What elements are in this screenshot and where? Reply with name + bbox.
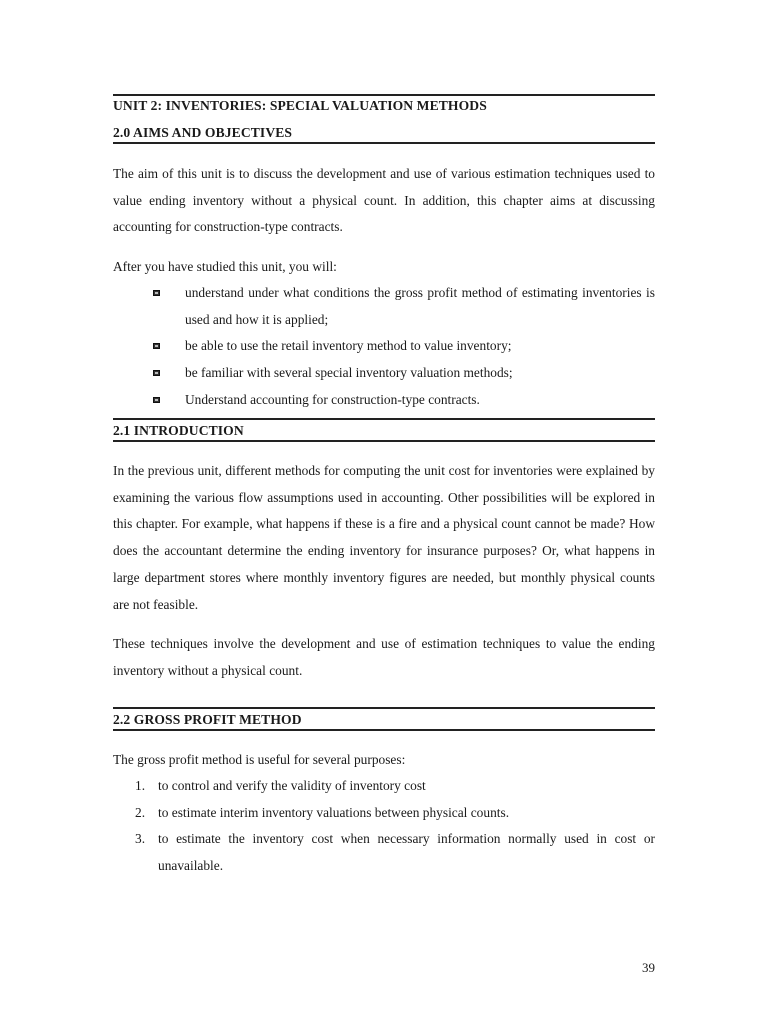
aims-paragraph: The aim of this unit is to discuss the development and use of various estimation techniques used to value ending inventory without a physical count. In addition, this chapter aims at discussing accounting for construction-type contracts. [113,166,655,235]
gross-profit-lead-in: The gross profit method is useful for several purposes: [113,752,406,767]
gross-profit-bottom-rule [113,729,655,731]
page-number: 39 [642,960,655,975]
list-item: be familiar with several special inventory valuation methods; [113,360,655,387]
square-bullet-icon [153,370,160,376]
introduction-paragraph-2: These techniques involve the development and use of estimation techniques to value the ending inventory without a physical count. [113,636,655,678]
purposes-list [113,773,655,880]
square-bullet-icon [153,343,160,349]
document-page [113,0,655,1024]
objectives-list [113,280,655,414]
square-bullet-icon [153,290,160,296]
list-item: Understand accounting for construction-type contracts. [113,387,655,414]
gross-profit-top-rule [113,707,655,709]
list-item: 2. to estimate interim inventory valuations between physical counts. [135,804,510,820]
list-item: be able to use the retail inventory method to value inventory; [113,333,655,360]
aims-rule [113,142,655,144]
introduction-paragraph-1: In the previous unit, different methods for computing the unit cost for inventories were explained by examining the various flow assumptions used in accounting. Other possibilities will be explored in this chapter. For example, what happens if these is a fire and a physical count cannot be made? How does the accountant determine the ending inventory for insurance purposes? Or, what happens in large department stores where monthly inventory figures are needed, but monthly physical counts are not feasible. [113,463,655,612]
list-item: 1. to control and verify the validity of inventory cost [135,778,426,793]
aims-heading: 2.0 AIMS AND OBJECTIVES [113,125,293,140]
gross-profit-heading: 2.2 GROSS PROFIT METHOD [113,712,302,727]
intro-top-rule [113,418,655,420]
list-item: understand under what conditions the gross profit method of estimating inventories is used and how it is applied; [113,280,655,333]
introduction-heading: 2.1 INTRODUCTION [113,423,244,438]
list-item: 3. to estimate the inventory cost when necessary information normally used in cost or unavailable. [135,831,655,874]
square-bullet-icon [153,397,160,403]
unit-title: UNIT 2: INVENTORIES: SPECIAL VALUATION METHODS [113,98,487,113]
intro-bottom-rule [113,440,655,442]
top-rule [113,94,655,96]
aims-lead-in: After you have studied this unit, you will: [113,259,337,274]
